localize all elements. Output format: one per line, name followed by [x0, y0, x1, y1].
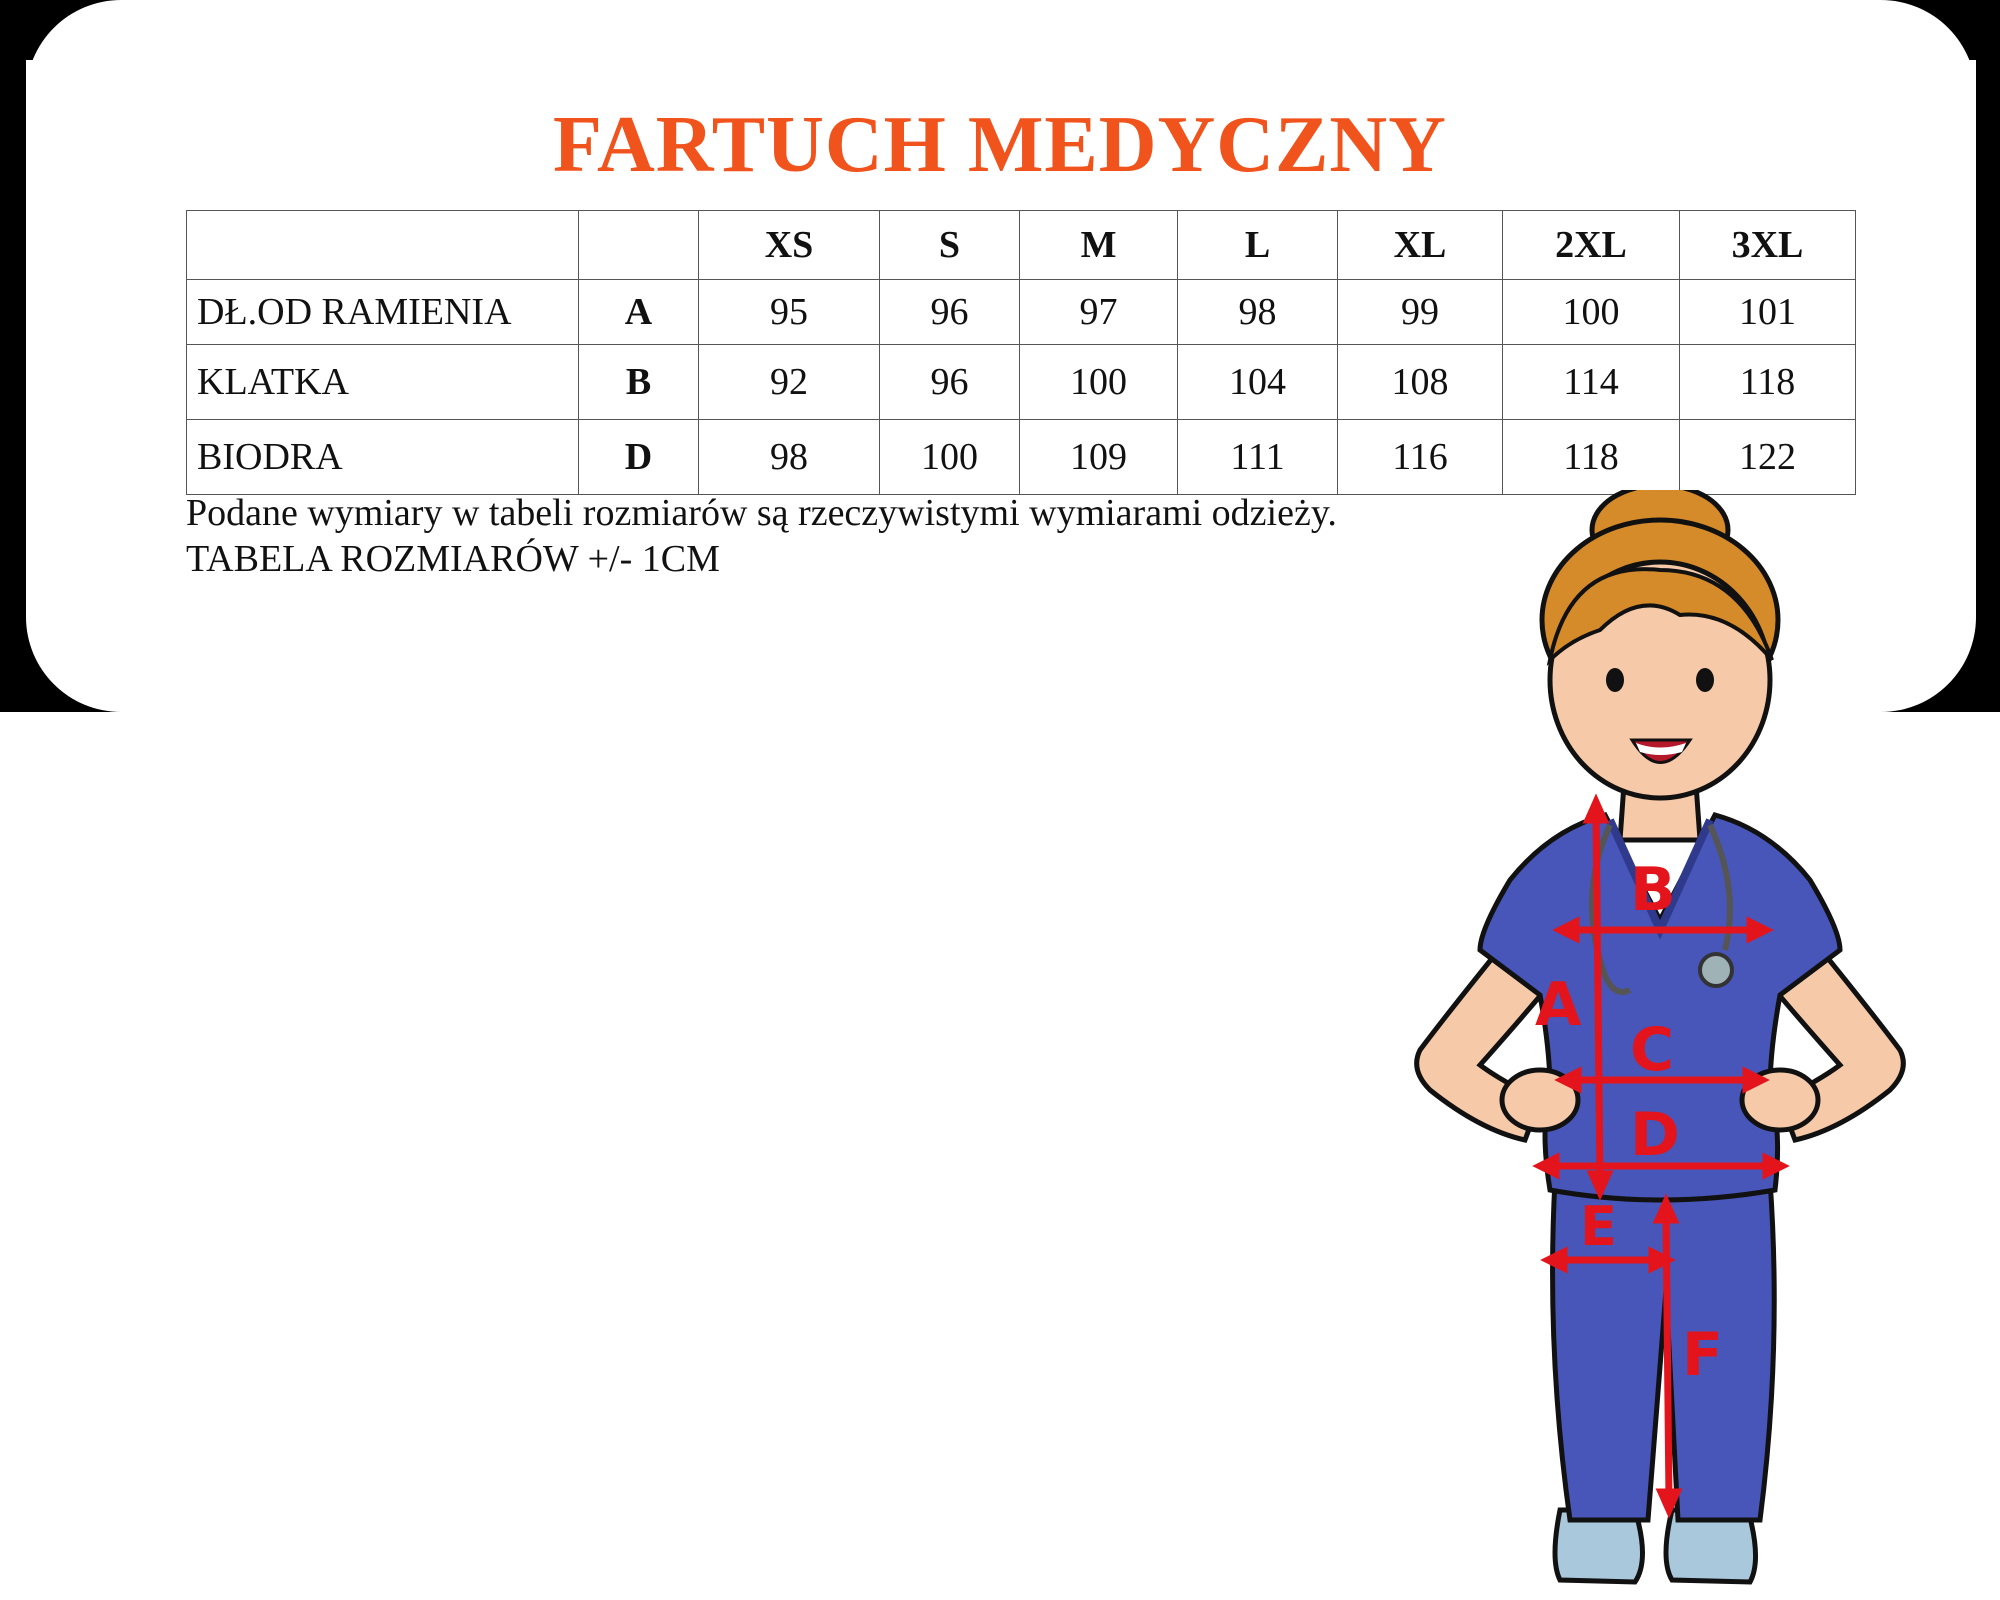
table-cell: 118 — [1503, 420, 1680, 495]
table-cell: 114 — [1503, 345, 1680, 420]
table-cell: 98 — [699, 420, 880, 495]
measure-code: A — [579, 280, 699, 345]
right-eye — [1696, 668, 1714, 692]
table-header-row — [187, 211, 1856, 280]
note-line-1: Podane wymiary w tabeli rozmiarów są rzeczywistymi wymiarami odzieży. — [186, 492, 1337, 534]
measure-code: D — [579, 420, 699, 495]
size-note — [186, 490, 1337, 582]
table-cell: 98 — [1178, 280, 1338, 345]
table-row — [187, 280, 1856, 345]
label-b: B — [1630, 855, 1676, 925]
header-cell-xs: XS — [699, 211, 880, 280]
table-cell: 100 — [880, 420, 1020, 495]
measure-name: BIODRA — [187, 420, 579, 495]
table-cell: 108 — [1338, 345, 1503, 420]
measure-code: B — [579, 345, 699, 420]
header-cell-empty-1 — [187, 211, 579, 280]
table-cell: 99 — [1338, 280, 1503, 345]
measure-name: DŁ.OD RAMIENIA — [187, 280, 579, 345]
table-row — [187, 345, 1856, 420]
label-e: E — [1580, 1195, 1617, 1258]
table-cell: 100 — [1020, 345, 1178, 420]
header-cell-3xl: 3XL — [1680, 211, 1856, 280]
table-cell: 111 — [1178, 420, 1338, 495]
page-title: FARTUCH MEDYCZNY — [553, 101, 1447, 189]
label-f: F — [1682, 1320, 1723, 1390]
nurse-illustration — [1410, 490, 1920, 1590]
left-eye — [1606, 668, 1624, 692]
header-cell-xl: XL — [1338, 211, 1503, 280]
size-table — [186, 210, 1856, 495]
header-cell-l: L — [1178, 211, 1338, 280]
table-cell: 100 — [1503, 280, 1680, 345]
stethoscope-head — [1700, 954, 1732, 986]
table-row — [187, 420, 1856, 495]
table-cell: 116 — [1338, 420, 1503, 495]
label-c: C — [1630, 1015, 1675, 1085]
table-cell: 96 — [880, 345, 1020, 420]
table-cell: 109 — [1020, 420, 1178, 495]
table-cell: 122 — [1680, 420, 1856, 495]
header-cell-s: S — [880, 211, 1020, 280]
label-a: A — [1535, 970, 1582, 1040]
label-d: D — [1630, 1100, 1680, 1170]
table-cell: 101 — [1680, 280, 1856, 345]
table-cell: 92 — [699, 345, 880, 420]
table-cell: 96 — [880, 280, 1020, 345]
table-cell: 95 — [699, 280, 880, 345]
note-line-2: TABELA ROZMIARÓW +/- 1CM — [186, 538, 720, 580]
header-cell-empty-2 — [579, 211, 699, 280]
header-cell-2xl: 2XL — [1503, 211, 1680, 280]
measure-name: KLATKA — [187, 345, 579, 420]
header-cell-m: M — [1020, 211, 1178, 280]
table-cell: 104 — [1178, 345, 1338, 420]
table-cell: 118 — [1680, 345, 1856, 420]
table-cell: 97 — [1020, 280, 1178, 345]
